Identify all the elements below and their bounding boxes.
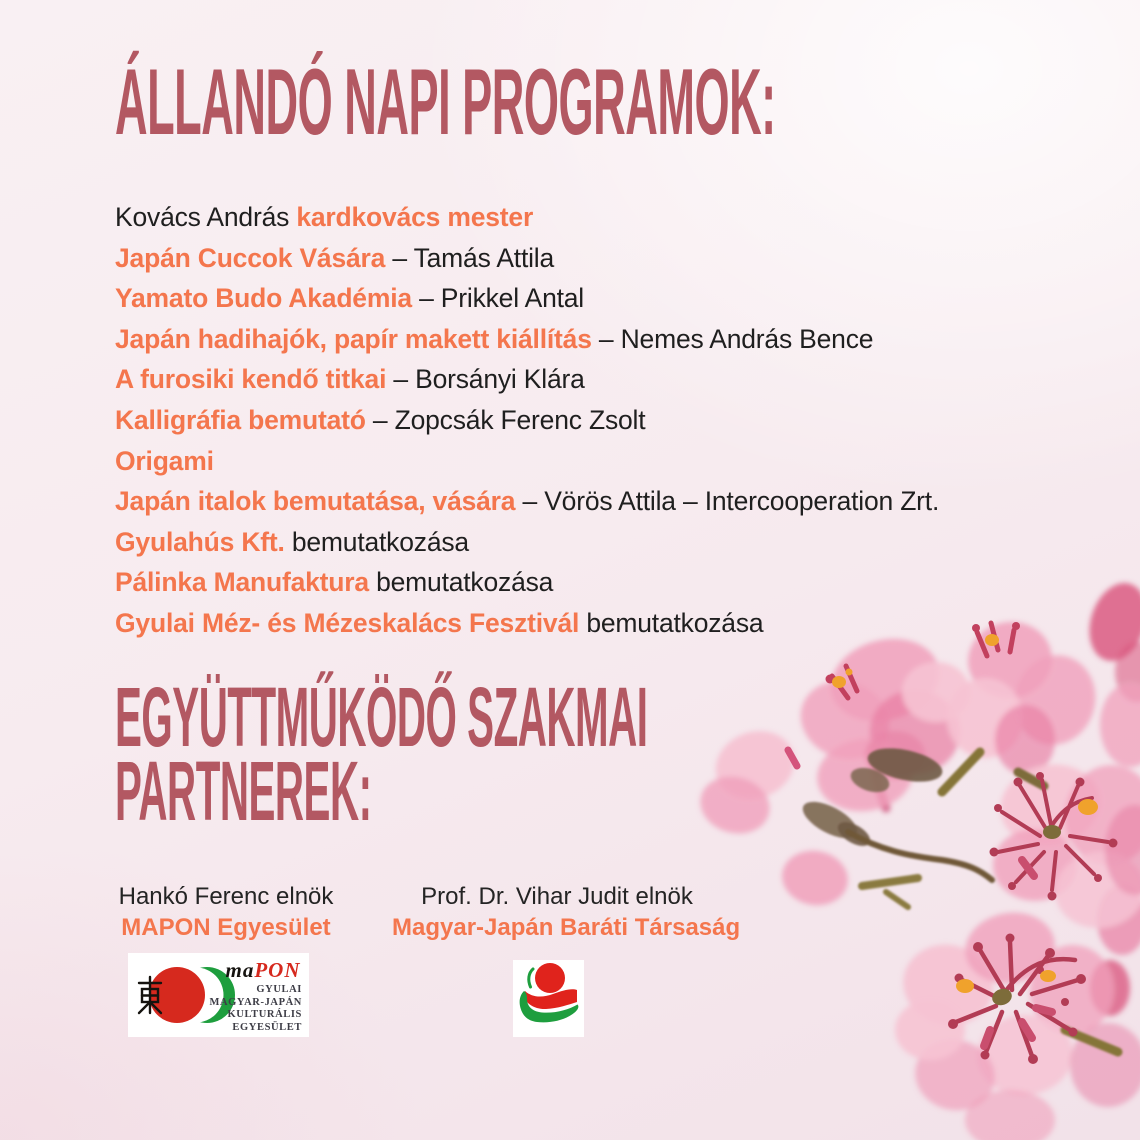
program-text-segment: bemutatkozása [579,607,764,638]
mapon-logo-caption: GYULAI MAGYAR-JAPÁN KULTURÁLIS EGYESÜLET [209,984,302,1033]
partner-mapon [115,881,337,943]
program-item [115,278,939,319]
program-item [115,562,939,603]
program-item [115,197,939,238]
program-text-segment: – Nemes András Bence [591,323,874,354]
program-text-segment: Japán hadihajók, papír makett kiállítás [115,323,592,354]
program-text-segment: – Zopcsák Ferenc Zsolt [365,404,646,435]
red-sun-icon [535,963,565,993]
cherry-blossom-illustration [680,560,1140,1140]
blossom-branch [797,742,1118,1052]
partner-mjbt [392,881,741,943]
mjbt-logo [513,960,584,1037]
program-item [115,441,939,482]
mapon-logo [128,953,309,1037]
page-title: ÁLLANDÓ NAPI PROGRAMOK: [115,49,776,154]
partners-title-line2: PARTNEREK: [115,744,372,838]
program-text-segment: Pálinka Manufaktura [115,567,369,598]
program-item [115,319,939,360]
mapon-wordmark: maPON [225,958,301,982]
partner-name: Hankó Ferenc elnök [118,883,334,910]
program-text-segment: A furosiki kendő titkai [115,364,387,395]
program-item [115,238,939,279]
program-text-segment: Yamato Budo Akadémia [115,283,412,314]
program-item [115,603,939,644]
program-text-segment: Japán italok bemutatása, vására [115,486,516,517]
program-text-segment: – Vörös Attila – Intercooperation Zrt. [515,486,940,517]
blossom-stamens [788,622,1118,1064]
program-text-segment: – Tamás Attila [385,242,555,273]
program-text-segment: kardkovács mester [296,202,534,232]
green-stem-icon [529,969,533,987]
program-item [115,400,939,441]
program-text-segment: – Prikkel Antal [411,283,584,314]
program-text-segment: Origami [115,445,214,476]
program-text-segment: bemutatkozása [368,567,554,598]
program-text-segment: Gyulahús Kft. [115,526,285,557]
partners-title [115,670,648,838]
program-text-segment: bemutatkozása [284,526,469,557]
program-item [115,481,939,522]
program-text-segment: Gyulai Méz- és Mézeskalács Fesztivál [115,607,580,638]
blossom-petals [694,576,1140,1140]
partner-organization: Magyar-Japán Baráti Társaság [392,914,741,941]
mjbt-logo-emblem [513,960,584,1037]
partners-title-line1: EGYÜTTMŰKÖDŐ SZAKMAI [115,670,648,764]
partner-organization: MAPON Egyesület [121,914,331,941]
program-item [115,359,939,400]
program-item [115,522,939,563]
program-text-segment: Kovács András [115,202,297,232]
program-list [115,197,939,644]
program-text-segment: Japán Cuccok Vására [115,242,386,273]
program-text-segment: – Borsányi Klára [386,364,585,395]
partner-name: Prof. Dr. Vihar Judit elnök [421,883,693,910]
program-text-segment: Kalligráfia bemutató [115,404,366,435]
